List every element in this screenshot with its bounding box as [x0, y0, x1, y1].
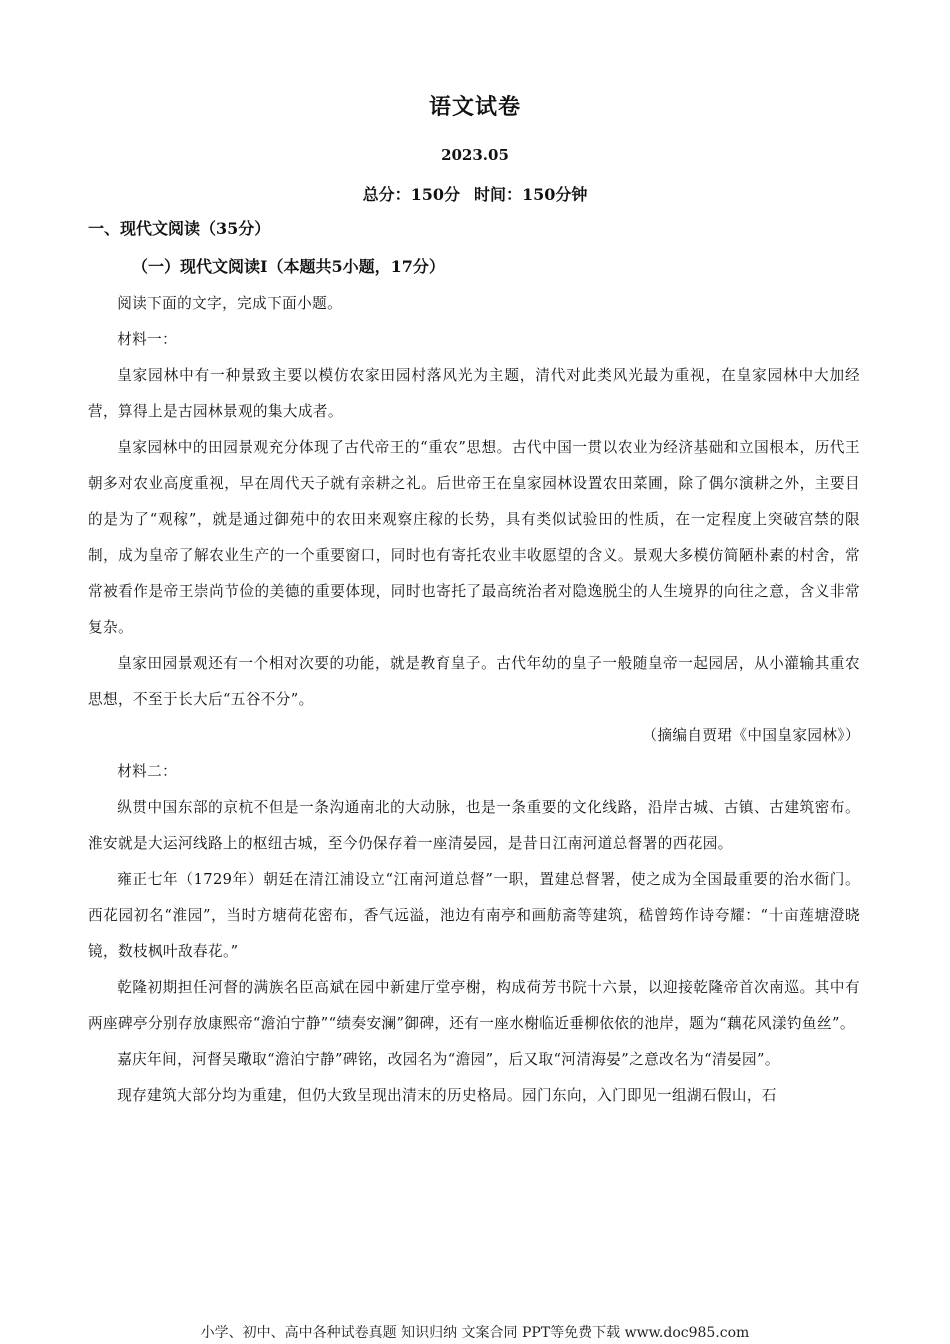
- footer-watermark: 小学、初中、高中各种试卷真题 知识归纳 文案合同 PPT等免费下载 www.doc985.com: [200, 1325, 750, 1341]
- document-title: 语文试卷: [428, 94, 521, 120]
- paragraph: 纵贯中国东部的京杭不但是一条沟通南北的大动脉，也是一条重要的文化线路，沿岸古城、古镇、古建筑密布。淮安就是大运河线路上的枢纽古城，至今仍保存着一座清晏园，是昔日江南河道总督署的西花园。: [88, 799, 860, 852]
- score-time-line: [0, 182, 950, 205]
- material-two-label: 材料二：: [117, 763, 178, 780]
- source-citation: （摘编自贾珺《中国皇家园林》）: [642, 727, 860, 744]
- paragraph: 现存建筑大部分均为重建，但仍大致呈现出清末的历史格局。园门东向，入门即见一组湖石假山，石: [117, 1087, 777, 1104]
- paragraph: 嘉庆年间，河督吴璥取“澹泊宁静”碑铭，改园名为“澹园”，后又取“河清海晏”之意改名为“清晏园”。: [117, 1051, 780, 1068]
- reading-passage: [88, 286, 860, 1114]
- paragraph: 皇家田园景观还有一个相对次要的功能，就是教育皇子。古代年幼的皇子一般随皇帝一起园居，从小灌输其重农思想，不至于长大后“五谷不分”。: [88, 655, 860, 708]
- subsection-heading: （一）现代文阅读Ⅰ（本题共5小题，17分）: [132, 257, 445, 276]
- material-one-label: 材料一：: [117, 331, 178, 348]
- paragraph: 皇家园林中的田园景观充分体现了古代帝王的“重农”思想。古代中国一贯以农业为经济基础和立国根本，历代王朝多对农业高度重视，早在周代天子就有亲耕之礼。后世帝王在皇家园林设置农田菜圃，除了偶尔演耕之外，主要目的是为了“观稼”，就是通过御苑中的农田来观察庄稼的长势，具有类似试验田的性质，在一定程度上突破宫禁的限制，成为皇帝了解农业生产的一个重要窗口，同时也有寄托农业丰收愿望的含义。景观大多模仿简陋朴素的村舍，常常被看作是帝王崇尚节俭的美德的重要体现，同时也寄托了最高统治者对隐逸脱尘的人生境界的向往之意，含义非常复杂。: [88, 439, 860, 636]
- total-score: 总分：150分: [362, 185, 460, 204]
- exam-date: 2023.05: [441, 146, 509, 164]
- section-heading: 一、现代文阅读（35分）: [88, 219, 271, 238]
- paragraph: 雍正七年（1729年）朝廷在清江浦设立“江南河道总督”一职，置建总督署，使之成为全国最重要的治水衙门。西花园初名“淮园”，当时方塘荷花密布，香气远溢，池边有南亭和画舫斋等建筑，嵇曾筠作诗夸耀：“十亩莲塘澄晓镜，数枝枫叶敌春花。”: [88, 871, 860, 960]
- paragraph: 乾隆初期担任河督的满族名臣高斌在园中新建厅堂亭榭，构成荷芳书院十六景，以迎接乾隆帝首次南巡。其中有两座碑亭分别存放康熙帝“澹泊宁静”“绩奏安澜”御碑，还有一座水榭临近垂柳依依的池岸，题为“藕花风漾钓鱼丝”。: [88, 979, 860, 1032]
- exam-time: 时间：150分钟: [474, 185, 588, 204]
- instruction: 阅读下面的文字，完成下面小题。: [117, 295, 343, 312]
- paragraph: 皇家园林中有一种景致主要以模仿农家田园村落风光为主题，清代对此类风光最为重视，在皇家园林中大加经营，算得上是古园林景观的集大成者。: [88, 367, 860, 420]
